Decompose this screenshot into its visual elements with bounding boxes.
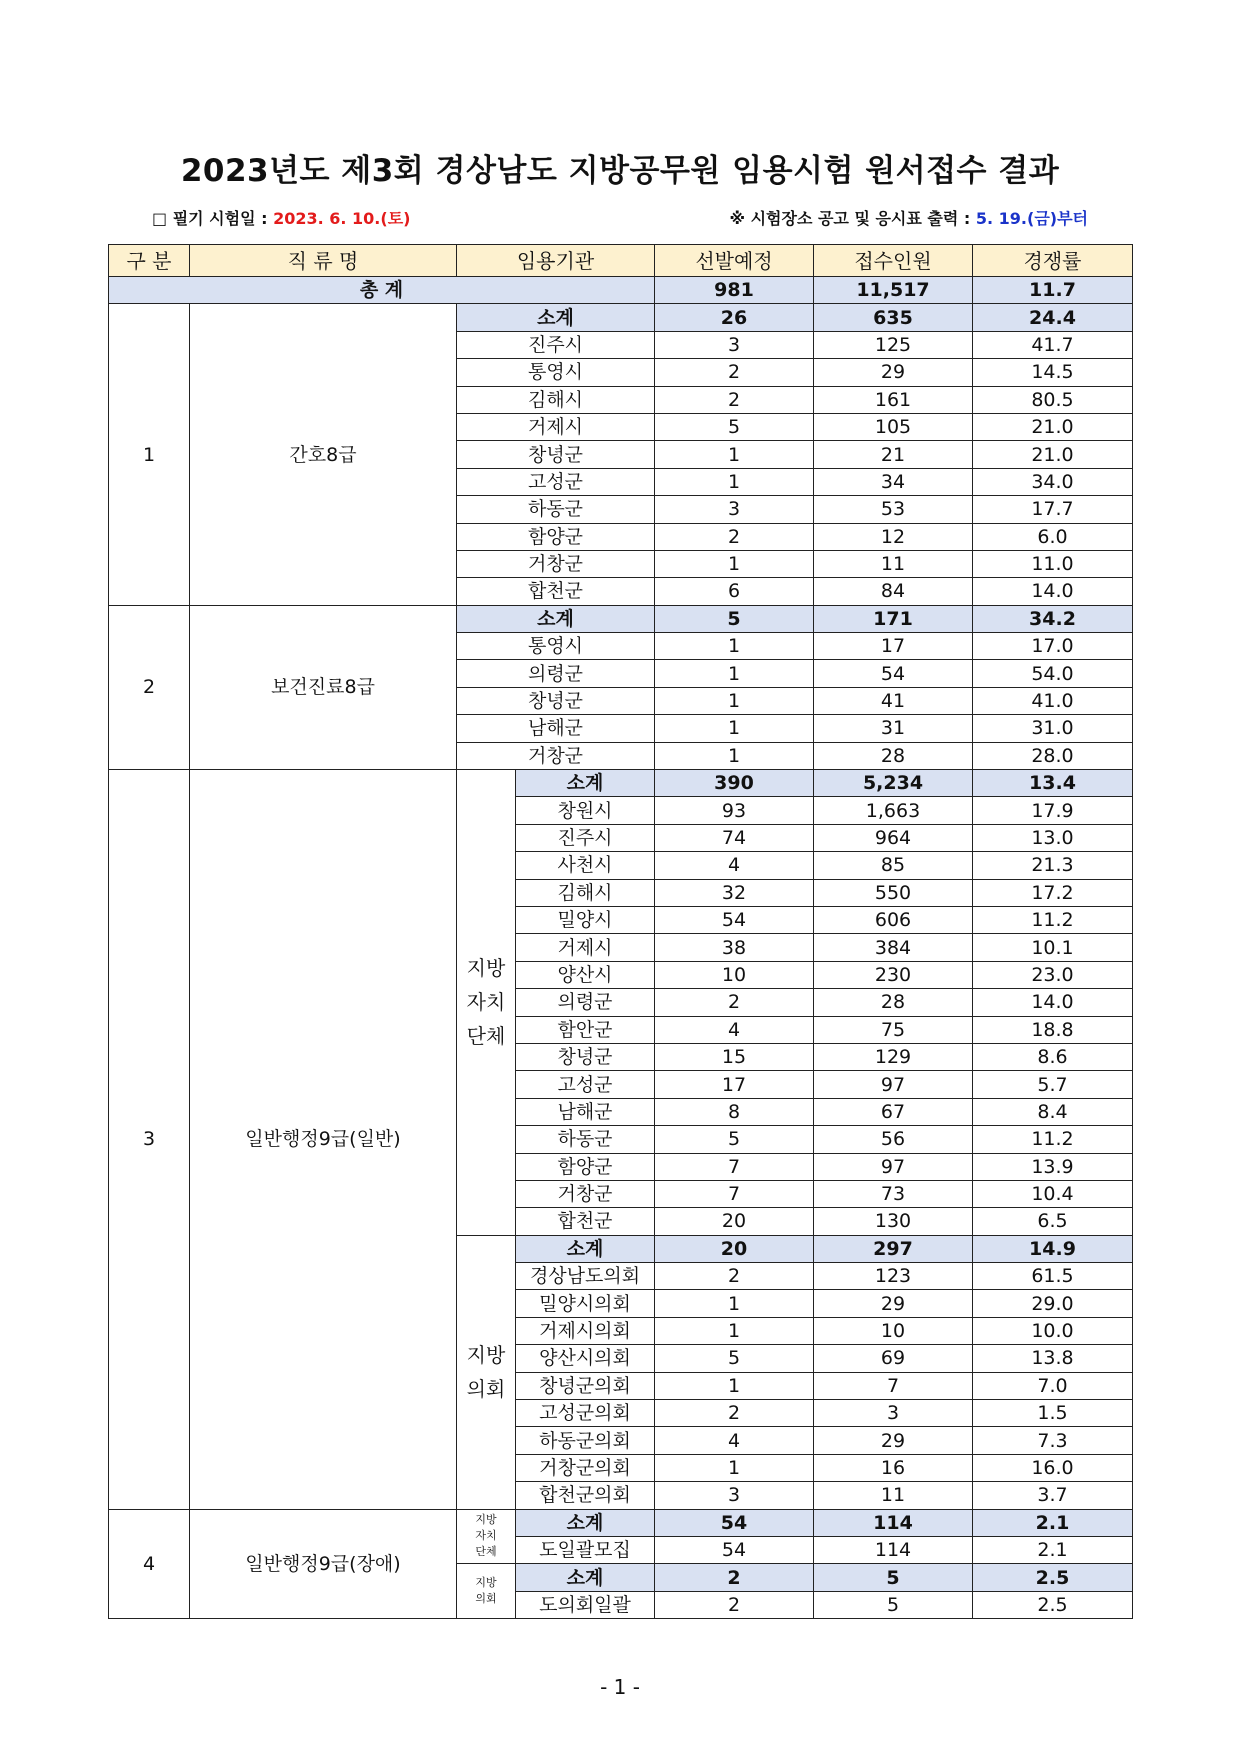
ratio-cell: 11.2 (973, 906, 1133, 933)
agency-cell: 의령군 (516, 989, 655, 1016)
ratio-cell: 17.2 (973, 879, 1133, 906)
subtotal-applicants: 635 (814, 304, 973, 331)
planned-cell: 5 (655, 413, 814, 440)
ratio-cell: 14.0 (973, 578, 1133, 605)
agency-cell: 진주시 (457, 331, 655, 358)
agency-cell: 합천군 (457, 578, 655, 605)
ratio-cell: 1.5 (973, 1400, 1133, 1427)
subtotal-planned: 2 (655, 1564, 814, 1591)
subtotal-ratio: 2.5 (973, 1564, 1133, 1591)
exam-date-label: □ 필기 시험일 : (152, 209, 274, 228)
applicants-cell: 84 (814, 578, 973, 605)
header-applicants: 접수인원 (814, 245, 973, 277)
agency-cell: 사천시 (516, 852, 655, 879)
planned-cell: 38 (655, 934, 814, 961)
ratio-cell: 10.1 (973, 934, 1133, 961)
planned-cell: 2 (655, 1400, 814, 1427)
subtotal-ratio: 2.1 (973, 1509, 1133, 1536)
ratio-cell: 21.0 (973, 413, 1133, 440)
group-number: 3 (109, 770, 190, 1510)
total-label: 총 계 (109, 277, 655, 304)
planned-cell: 1 (655, 1454, 814, 1481)
applicants-cell: 85 (814, 852, 973, 879)
applicants-cell: 12 (814, 523, 973, 550)
ratio-cell: 6.0 (973, 523, 1133, 550)
agency-cell: 거창군 (516, 1180, 655, 1207)
applicants-cell: 550 (814, 879, 973, 906)
applicants-cell: 41 (814, 687, 973, 714)
applicants-cell: 29 (814, 359, 973, 386)
planned-cell: 1 (655, 441, 814, 468)
ratio-cell: 11.2 (973, 1126, 1133, 1153)
venue-notice-label: ※ 시험장소 공고 및 응시표 출력 : (729, 209, 976, 228)
planned-cell: 1 (655, 660, 814, 687)
category-label: 지방 의회 (457, 1564, 516, 1619)
ratio-cell: 17.9 (973, 797, 1133, 824)
planned-cell: 7 (655, 1180, 814, 1207)
agency-cell: 고성군 (516, 1071, 655, 1098)
ratio-cell: 18.8 (973, 1016, 1133, 1043)
venue-notice-line (729, 206, 1088, 229)
subtotal-label: 소계 (457, 304, 655, 331)
subtotal-applicants: 297 (814, 1235, 973, 1262)
subtotal-row (109, 770, 1133, 797)
applicants-cell: 125 (814, 331, 973, 358)
ratio-cell: 11.0 (973, 550, 1133, 577)
category-label: 지방 의회 (457, 1235, 516, 1509)
agency-cell: 거창군 (457, 742, 655, 769)
applicants-cell: 5 (814, 1591, 973, 1618)
planned-cell: 3 (655, 331, 814, 358)
exam-date-value: 2023. 6. 10.(토) (273, 209, 411, 228)
ratio-cell: 17.0 (973, 633, 1133, 660)
ratio-cell: 21.3 (973, 852, 1133, 879)
applicants-cell: 21 (814, 441, 973, 468)
planned-cell: 3 (655, 1482, 814, 1509)
planned-cell: 1 (655, 550, 814, 577)
planned-cell: 4 (655, 1016, 814, 1043)
applicants-cell: 384 (814, 934, 973, 961)
group-number: 1 (109, 304, 190, 605)
applicants-cell: 7 (814, 1372, 973, 1399)
agency-cell: 합천군의회 (516, 1482, 655, 1509)
planned-cell: 54 (655, 906, 814, 933)
header-agency: 임용기관 (457, 245, 655, 277)
agency-cell: 하동군의회 (516, 1427, 655, 1454)
planned-cell: 20 (655, 1208, 814, 1235)
planned-cell: 10 (655, 961, 814, 988)
agency-cell: 창녕군의회 (516, 1372, 655, 1399)
header-ratio: 경쟁률 (973, 245, 1133, 277)
subtotal-planned: 54 (655, 1509, 814, 1536)
planned-cell: 74 (655, 824, 814, 851)
agency-cell: 남해군 (457, 715, 655, 742)
ratio-cell: 10.0 (973, 1317, 1133, 1344)
applicants-cell: 123 (814, 1263, 973, 1290)
agency-cell: 거제시 (516, 934, 655, 961)
planned-cell: 1 (655, 633, 814, 660)
ratio-cell: 17.7 (973, 496, 1133, 523)
subtotal-planned: 26 (655, 304, 814, 331)
ratio-cell: 3.7 (973, 1482, 1133, 1509)
planned-cell: 17 (655, 1071, 814, 1098)
agency-cell: 김해시 (516, 879, 655, 906)
planned-cell: 1 (655, 1372, 814, 1399)
ratio-cell: 80.5 (973, 386, 1133, 413)
applicants-cell: 114 (814, 1536, 973, 1563)
planned-cell: 1 (655, 1290, 814, 1317)
subtotal-applicants: 5,234 (814, 770, 973, 797)
ratio-cell: 13.0 (973, 824, 1133, 851)
agency-cell: 밀양시 (516, 906, 655, 933)
group-number: 4 (109, 1509, 190, 1619)
applicants-cell: 130 (814, 1208, 973, 1235)
table-header-row (109, 245, 1133, 277)
ratio-cell: 8.6 (973, 1043, 1133, 1070)
group-job-name: 간호8급 (190, 304, 457, 605)
applicants-cell: 97 (814, 1153, 973, 1180)
subtotal-ratio: 13.4 (973, 770, 1133, 797)
subtotal-row (109, 1509, 1133, 1536)
planned-cell: 5 (655, 1345, 814, 1372)
applicants-cell: 73 (814, 1180, 973, 1207)
agency-cell: 진주시 (516, 824, 655, 851)
ratio-cell: 7.3 (973, 1427, 1133, 1454)
ratio-cell: 31.0 (973, 715, 1133, 742)
planned-cell: 32 (655, 879, 814, 906)
planned-cell: 2 (655, 989, 814, 1016)
applicants-cell: 129 (814, 1043, 973, 1070)
results-table (108, 244, 1133, 1619)
applicants-cell: 105 (814, 413, 973, 440)
category-label: 지방 자치 단체 (457, 1509, 516, 1564)
ratio-cell: 16.0 (973, 1454, 1133, 1481)
subtotal-label: 소계 (457, 605, 655, 632)
ratio-cell: 10.4 (973, 1180, 1133, 1207)
ratio-cell: 8.4 (973, 1098, 1133, 1125)
applicants-cell: 53 (814, 496, 973, 523)
subtotal-row (109, 304, 1133, 331)
ratio-cell: 2.1 (973, 1536, 1133, 1563)
agency-cell: 남해군 (516, 1098, 655, 1125)
agency-cell: 창녕군 (457, 687, 655, 714)
ratio-cell: 61.5 (973, 1263, 1133, 1290)
category-label: 지방 자치 단체 (457, 770, 516, 1236)
planned-cell: 54 (655, 1536, 814, 1563)
planned-cell: 2 (655, 1591, 814, 1618)
applicants-cell: 10 (814, 1317, 973, 1344)
agency-cell: 의령군 (457, 660, 655, 687)
applicants-cell: 964 (814, 824, 973, 851)
exam-date-line (152, 206, 410, 229)
total-applicants: 11,517 (814, 277, 973, 304)
subtotal-label: 소계 (516, 1564, 655, 1591)
agency-cell: 도의회일괄 (516, 1591, 655, 1618)
planned-cell: 1 (655, 687, 814, 714)
applicants-cell: 31 (814, 715, 973, 742)
planned-cell: 2 (655, 359, 814, 386)
subtotal-applicants: 114 (814, 1509, 973, 1536)
ratio-cell: 34.0 (973, 468, 1133, 495)
subtotal-row (109, 605, 1133, 632)
agency-cell: 양산시의회 (516, 1345, 655, 1372)
applicants-cell: 34 (814, 468, 973, 495)
subtotal-planned: 5 (655, 605, 814, 632)
ratio-cell: 6.5 (973, 1208, 1133, 1235)
ratio-cell: 2.5 (973, 1591, 1133, 1618)
agency-cell: 도일괄모집 (516, 1536, 655, 1563)
agency-cell: 함양군 (516, 1153, 655, 1180)
subtotal-label: 소계 (516, 1235, 655, 1262)
planned-cell: 2 (655, 386, 814, 413)
applicants-cell: 11 (814, 1482, 973, 1509)
group-job-name: 보건진료8급 (190, 605, 457, 769)
subtotal-ratio: 34.2 (973, 605, 1133, 632)
agency-cell: 창녕군 (516, 1043, 655, 1070)
group-number: 2 (109, 605, 190, 769)
applicants-cell: 1,663 (814, 797, 973, 824)
agency-cell: 하동군 (457, 496, 655, 523)
group-job-name: 일반행정9급(장애) (190, 1509, 457, 1619)
group-job-name: 일반행정9급(일반) (190, 770, 457, 1510)
planned-cell: 4 (655, 852, 814, 879)
agency-cell: 거창군의회 (516, 1454, 655, 1481)
agency-cell: 거제시의회 (516, 1317, 655, 1344)
applicants-cell: 16 (814, 1454, 973, 1481)
total-ratio: 11.7 (973, 277, 1133, 304)
agency-cell: 창원시 (516, 797, 655, 824)
applicants-cell: 28 (814, 989, 973, 1016)
applicants-cell: 54 (814, 660, 973, 687)
agency-cell: 함양군 (457, 523, 655, 550)
planned-cell: 3 (655, 496, 814, 523)
agency-cell: 고성군 (457, 468, 655, 495)
applicants-cell: 28 (814, 742, 973, 769)
applicants-cell: 606 (814, 906, 973, 933)
applicants-cell: 29 (814, 1427, 973, 1454)
subtotal-planned: 390 (655, 770, 814, 797)
subtotal-applicants: 5 (814, 1564, 973, 1591)
planned-cell: 6 (655, 578, 814, 605)
planned-cell: 1 (655, 1317, 814, 1344)
ratio-cell: 13.8 (973, 1345, 1133, 1372)
header-planned: 선발예정 (655, 245, 814, 277)
planned-cell: 5 (655, 1126, 814, 1153)
applicants-cell: 161 (814, 386, 973, 413)
planned-cell: 15 (655, 1043, 814, 1070)
agency-cell: 통영시 (457, 633, 655, 660)
agency-cell: 함안군 (516, 1016, 655, 1043)
ratio-cell: 21.0 (973, 441, 1133, 468)
planned-cell: 93 (655, 797, 814, 824)
agency-cell: 창녕군 (457, 441, 655, 468)
header-division: 구 분 (109, 245, 190, 277)
planned-cell: 1 (655, 468, 814, 495)
planned-cell: 2 (655, 1263, 814, 1290)
agency-cell: 김해시 (457, 386, 655, 413)
agency-cell: 밀양시의회 (516, 1290, 655, 1317)
ratio-cell: 14.5 (973, 359, 1133, 386)
applicants-cell: 97 (814, 1071, 973, 1098)
planned-cell: 8 (655, 1098, 814, 1125)
ratio-cell: 54.0 (973, 660, 1133, 687)
applicants-cell: 67 (814, 1098, 973, 1125)
applicants-cell: 69 (814, 1345, 973, 1372)
applicants-cell: 3 (814, 1400, 973, 1427)
agency-cell: 양산시 (516, 961, 655, 988)
venue-notice-value: 5. 19.(금)부터 (975, 209, 1088, 228)
agency-cell: 경상남도의회 (516, 1263, 655, 1290)
agency-cell: 거창군 (457, 550, 655, 577)
ratio-cell: 14.0 (973, 989, 1133, 1016)
subtotal-ratio: 14.9 (973, 1235, 1133, 1262)
applicants-cell: 17 (814, 633, 973, 660)
ratio-cell: 5.7 (973, 1071, 1133, 1098)
planned-cell: 1 (655, 715, 814, 742)
total-planned: 981 (655, 277, 814, 304)
ratio-cell: 13.9 (973, 1153, 1133, 1180)
agency-cell: 고성군의회 (516, 1400, 655, 1427)
agency-cell: 거제시 (457, 413, 655, 440)
planned-cell: 7 (655, 1153, 814, 1180)
applicants-cell: 230 (814, 961, 973, 988)
ratio-cell: 41.7 (973, 331, 1133, 358)
total-row (109, 277, 1133, 304)
ratio-cell: 7.0 (973, 1372, 1133, 1399)
planned-cell: 2 (655, 523, 814, 550)
document-title: 2023년도 제3회 경상남도 지방공무원 임용시험 원서접수 결과 (180, 153, 1060, 189)
subtotal-planned: 20 (655, 1235, 814, 1262)
planned-cell: 1 (655, 742, 814, 769)
ratio-cell: 28.0 (973, 742, 1133, 769)
subtotal-ratio: 24.4 (973, 304, 1133, 331)
page-number: - 1 - (600, 1675, 640, 1699)
ratio-cell: 41.0 (973, 687, 1133, 714)
applicants-cell: 29 (814, 1290, 973, 1317)
agency-cell: 하동군 (516, 1126, 655, 1153)
subtotal-applicants: 171 (814, 605, 973, 632)
agency-cell: 합천군 (516, 1208, 655, 1235)
applicants-cell: 75 (814, 1016, 973, 1043)
applicants-cell: 11 (814, 550, 973, 577)
header-job-type: 직 류 명 (190, 245, 457, 277)
applicants-cell: 56 (814, 1126, 973, 1153)
subtotal-label: 소계 (516, 1509, 655, 1536)
agency-cell: 통영시 (457, 359, 655, 386)
subtotal-label: 소계 (516, 770, 655, 797)
ratio-cell: 29.0 (973, 1290, 1133, 1317)
ratio-cell: 23.0 (973, 961, 1133, 988)
planned-cell: 4 (655, 1427, 814, 1454)
